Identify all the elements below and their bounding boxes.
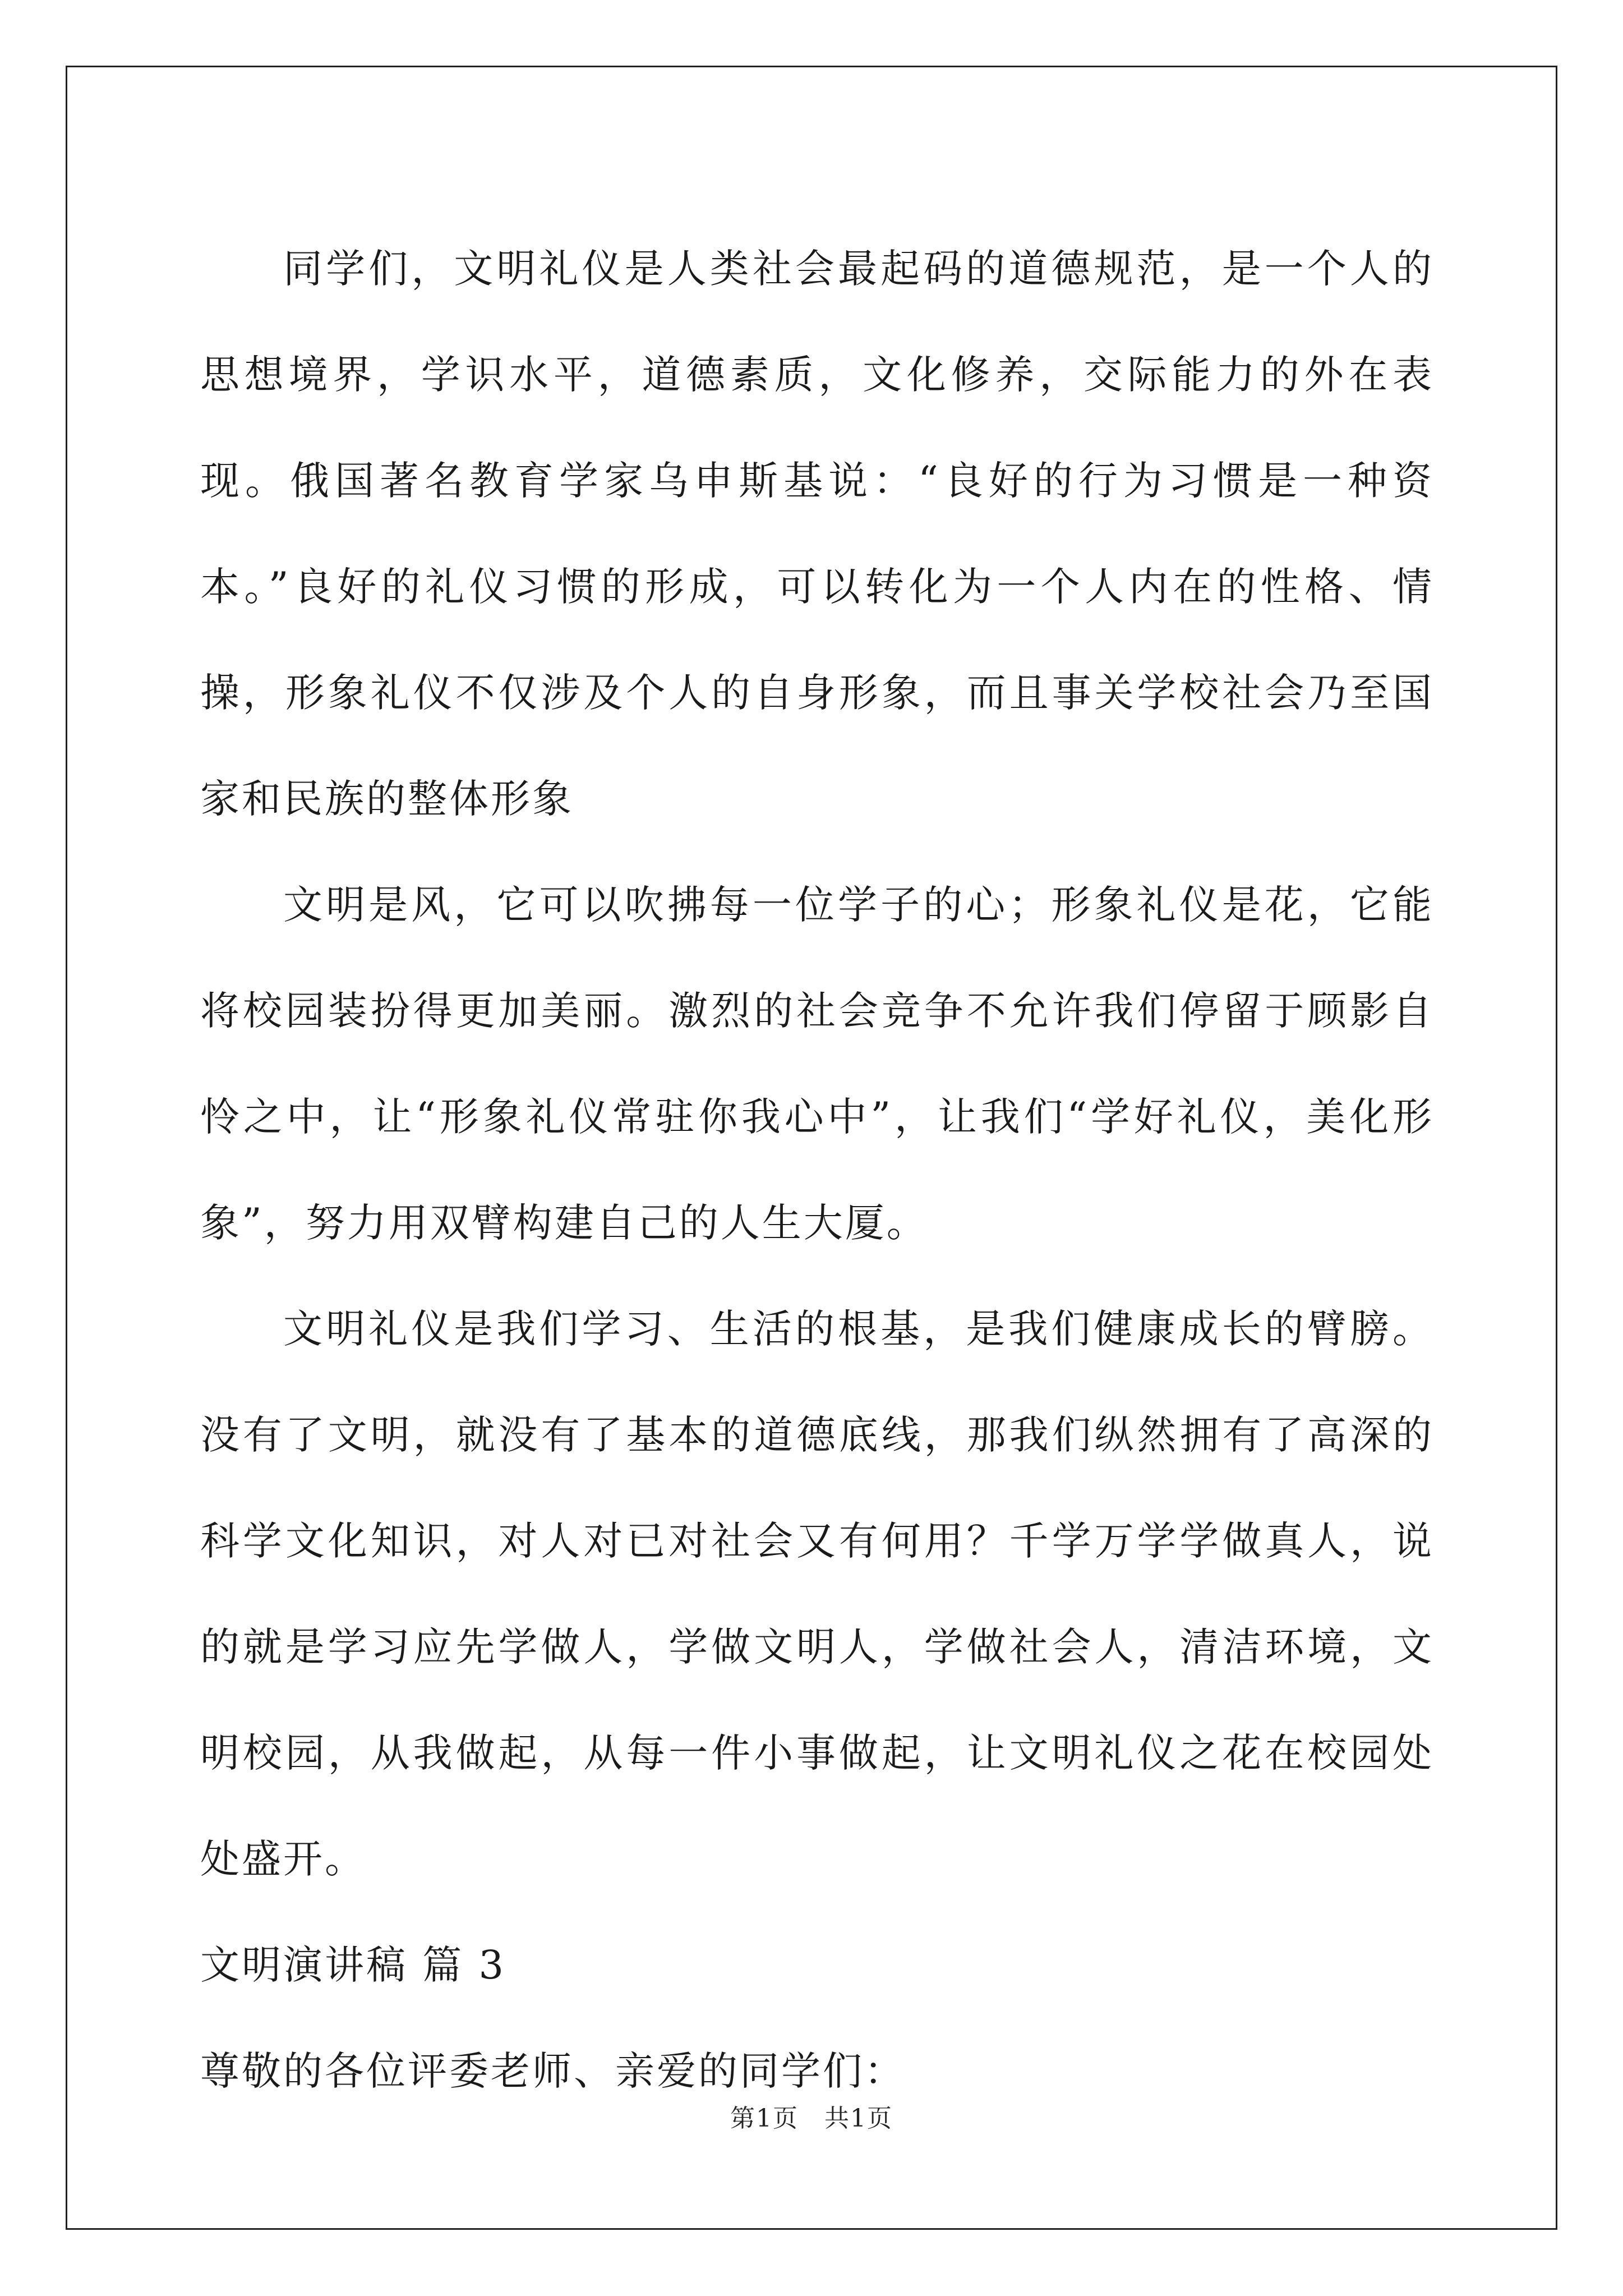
salutation: 尊敬的各位评委老师、亲爱的同学们： <box>200 2048 906 2094</box>
document-body <box>200 216 1434 2124</box>
paragraph-3: 文明礼仪是我们学习、生活的根基，是我们健康成长的臂膀。没有了文明，就没有了基本的道德底线，那我们纵然拥有了高深的科学文化知识，对人对已对社会又有何用？千学万学学做真人，说的就是学习应先学做人，学做文明人，学做社会人，清洁环境，文明校园，从我做起，从每一件小事做起，让文明礼仪之花在校园处处盛开。 <box>200 1306 1434 1882</box>
paragraph-1: 同学们，文明礼仪是人类社会最起码的道德规范，是一个人的思想境界，学识水平，道德素质，文化修养，交际能力的外在表现。俄国著名教育学家乌申斯基说：“良好的行为习惯是一种资本。”良好的礼仪习惯的形成，可以转化为一个人内在的性格、情操，形象礼仪不仅涉及个人的自身形象，而且事关学校社会乃至国家和民族的整体形象 <box>200 246 1434 822</box>
page-number-footer: 第1页 共1页 <box>730 2104 893 2133</box>
paragraph-2: 文明是风，它可以吹拂每一位学子的心；形象礼仪是花，它能将校园装扮得更加美丽。激烈的社会竞争不允许我们停留于顾影自怜之中，让“形象礼仪常驻你我心中”，让我们“学好礼仪，美化形象”，努力用双臂构建自己的人生大厦。 <box>200 882 1434 1246</box>
section-heading: 文明演讲稿 篇 3 <box>200 1942 506 1988</box>
